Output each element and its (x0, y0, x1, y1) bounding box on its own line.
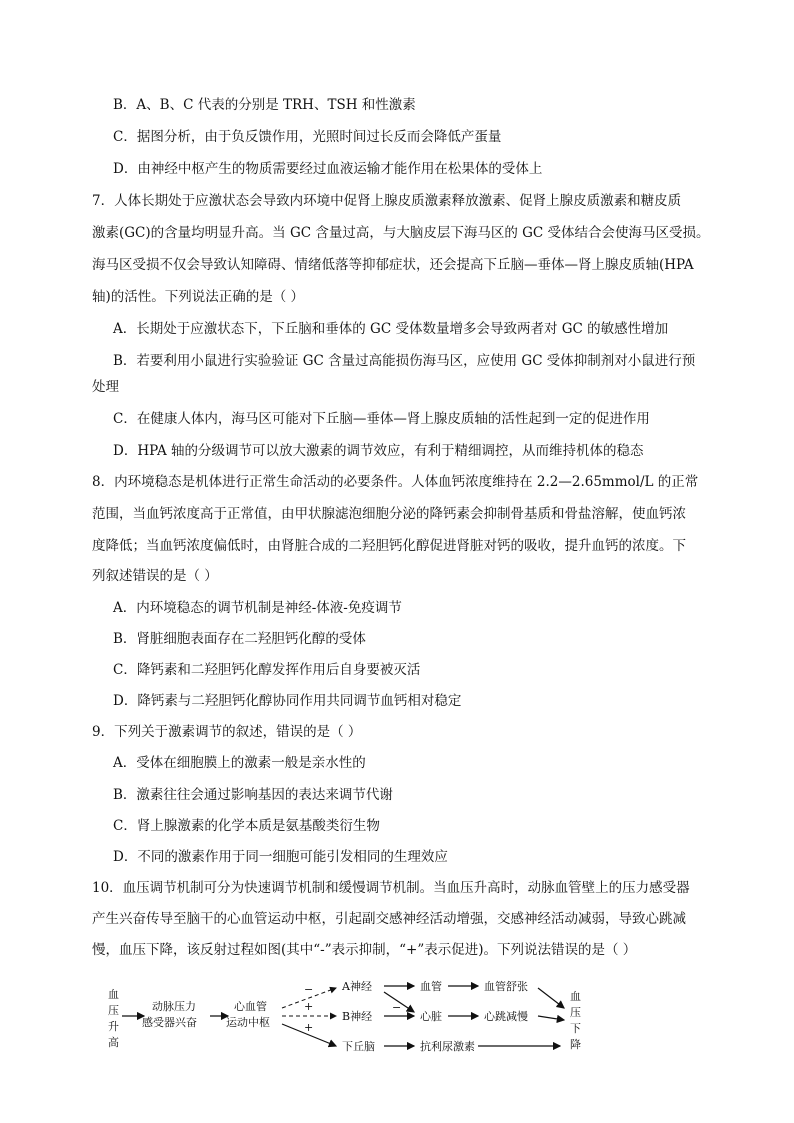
nerve-a-label: A神经 (342, 980, 372, 993)
q10-stem-line-3: 慢，血压下降，该反射过程如图(其中“-”表示抑制，“+”表示促进)。下列说法错误的是（ ） (92, 942, 637, 958)
start-char-2: 压 (108, 1004, 119, 1017)
q9-option-d: D．不同的激素作用于同一细胞可能引发相同的生理效应 (113, 849, 448, 865)
sign-minus-heart: − (392, 1001, 402, 1014)
q7-option-c: C．在健康人体内，海马区可能对下丘脑—垂体—肾上腺皮质轴的活性起到一定的促进作用 (113, 411, 650, 427)
vessel-label: 血管 (420, 980, 442, 993)
q9-stem: 9．下列关于激素调节的叙述，错误的是（ ） (92, 724, 362, 740)
end-char-3: 下 (570, 1022, 581, 1035)
q6-option-c: C．据图分析，由于负反馈作用，光照时间过长反而会降低产蛋量 (113, 129, 502, 145)
q8-stem-line-1: 8．内环境稳态是机体进行正常生命活动的必要条件。人体血钙浓度维持在 2.2—2.65mmol/L 的正常 (92, 474, 699, 490)
q6-option-d: D．由神经中枢产生的物质需要经过血液运输才能作用在松果体的受体上 (113, 161, 543, 177)
arrow-hr-slow-to-bp-down (538, 1016, 564, 1020)
center-label-1: 心血管 (234, 1000, 267, 1013)
start-char-3: 升 (108, 1020, 119, 1033)
reflex-flow-svg (92, 972, 612, 1082)
q8-stem-line-2: 范围，当血钙浓度高于正常值，由甲状腺滤泡细胞分泌的降钙素会抑制骨基质和骨盐溶解，使血钙浓 (92, 506, 686, 522)
q7-stem-line-2: 激素(GC)的含量均明显升高。当 GC 含量过高，与大脑皮层下海马区的 GC 受体结合会使海马区受损。 (92, 225, 710, 241)
q8-option-d: D．降钙素与二羟胆钙化醇协同作用共同调节血钙相对稳定 (113, 693, 462, 709)
q8-stem-line-3: 度降低；当血钙浓度偏低时，由肾脏合成的二羟胆钙化醇促进肾脏对钙的吸收，提升血钙的浓度。下 (92, 538, 686, 554)
q10-stem-line-2: 产生兴奋传导至脑干的心血管运动中枢，引起副交感神经活动增强，交感神经活动减弱，导致心跳减 (92, 911, 686, 927)
sign-plus-hypothalamus: + (304, 1021, 314, 1034)
sign-plus-b: + (304, 1000, 314, 1013)
q9-option-a: A．受体在细胞膜上的激素一般是亲水性的 (113, 755, 366, 771)
heart-label: 心脏 (420, 1010, 442, 1023)
q8-option-a: A．内环境稳态的调节机制是神经-体液-免疫调节 (113, 600, 402, 616)
start-char-1: 血 (108, 988, 119, 1001)
q7-stem-line-1: 7．人体长期处于应激状态会导致内环境中促肾上腺皮质激素释放激素、促肾上腺皮质激素和糖皮质 (92, 193, 682, 209)
blood-pressure-reflex-diagram (92, 972, 612, 1082)
arrow-vasodilation-to-bp-down (538, 988, 564, 1008)
q7-option-d: D．HPA 轴的分级调节可以放大激素的调节效应，有利于精细调控，从而维持机体的稳态 (113, 443, 644, 459)
adh-label: 抗利尿激素 (420, 1040, 475, 1053)
receptor-label-1: 动脉压力 (152, 1000, 196, 1013)
vasodilation-label: 血管舒张 (484, 980, 528, 993)
q6-option-b: B．A、B、C 代表的分别是 TRH、TSH 和性激素 (113, 97, 416, 113)
nerve-b-label: B神经 (342, 1010, 373, 1023)
q7-stem-line-3: 海马区受损不仅会导致认知障碍、情绪低落等抑郁症状，还会提高下丘脑—垂体—肾上腺皮质轴(HPA (92, 257, 694, 273)
hypothalamus-label: 下丘脑 (342, 1040, 375, 1053)
q10-stem-line-1: 10．血压调节机制可分为快速调节机制和缓慢调节机制。当血压升高时，动脉血管壁上的压力感受器 (92, 880, 690, 896)
q7-option-b-cont: 处理 (92, 379, 119, 395)
q8-option-b: B．肾脏细胞表面存在二羟胆钙化醇的受体 (113, 631, 366, 647)
hr-slow-label: 心跳减慢 (484, 1010, 528, 1023)
q7-option-b: B．若要利用小鼠进行实验验证 GC 含量过高能损伤海马区，应使用 GC 受体抑制剂对小鼠进行预 (113, 353, 696, 369)
q7-option-a: A．长期处于应激状态下，下丘脑和垂体的 GC 受体数量增多会导致两者对 GC 的敏感性增加 (113, 321, 669, 337)
end-char-4: 降 (570, 1038, 581, 1051)
q9-option-c: C．肾上腺激素的化学本质是氨基酸类衍生物 (113, 818, 380, 834)
q7-stem-line-4: 轴)的活性。下列说法正确的是（ ） (92, 289, 305, 305)
start-char-4: 高 (108, 1036, 119, 1049)
receptor-label-2: 感受器兴奋 (142, 1016, 197, 1029)
end-char-2: 压 (570, 1006, 581, 1019)
end-char-1: 血 (570, 990, 581, 1003)
center-label-2: 运动中枢 (226, 1016, 270, 1029)
q8-stem-line-4: 列叙述错误的是（ ） (92, 568, 218, 584)
q8-option-c: C．降钙素和二羟胆钙化醇发挥作用后自身要被灭活 (113, 662, 421, 678)
sign-minus-a: − (304, 983, 314, 996)
q9-option-b: B．激素往往会通过影响基因的表达来调节代谢 (113, 787, 393, 803)
